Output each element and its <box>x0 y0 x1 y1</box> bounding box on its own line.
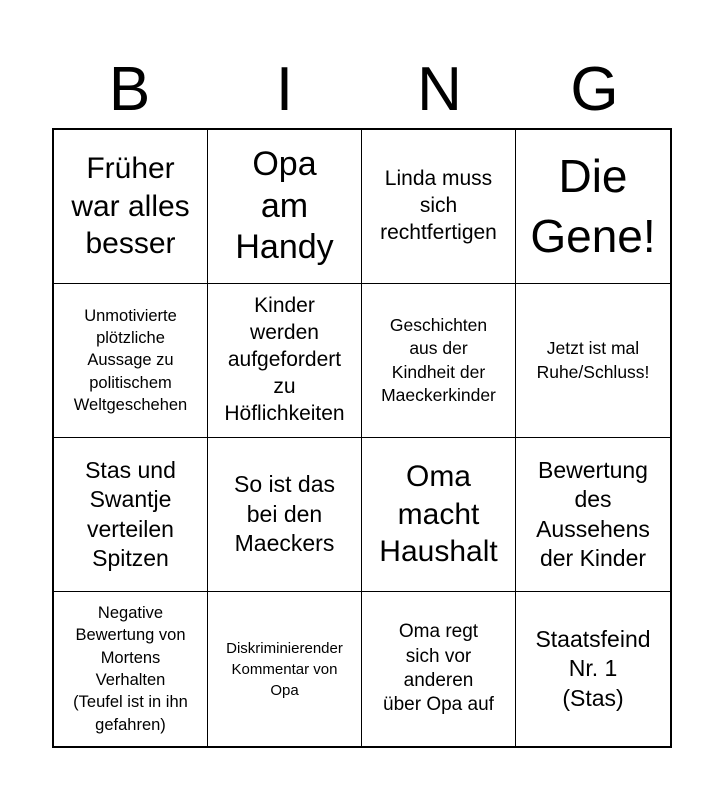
bingo-cell-r2c1[interactable] <box>54 284 208 438</box>
bingo-cell-text: Bewertung des Aussehens der Kinder <box>536 456 650 571</box>
bingo-cell-text: Unmotivierte plötzliche Aussage zu politischem Weltgeschehen <box>73 306 188 414</box>
bingo-cell-r1c2[interactable] <box>208 130 362 284</box>
bingo-cell-text: Diskriminierender Kommentar von Opa <box>226 639 343 699</box>
header-letter-n: N <box>417 55 462 124</box>
bingo-cell-r2c3[interactable] <box>362 284 516 438</box>
bingo-cell-text: Früher war alles besser <box>71 152 190 261</box>
bingo-cell-text: Opa am Handy <box>235 145 334 267</box>
header-letter-b: B <box>108 55 151 124</box>
bingo-cell-r4c3[interactable] <box>362 592 516 746</box>
bingo-cell-text: So ist das bei den Maeckers <box>234 471 335 557</box>
bingo-cell-r3c1[interactable] <box>54 438 208 592</box>
bingo-cell-text: Oma macht Haushalt <box>379 460 498 569</box>
bingo-cell-r3c3[interactable] <box>362 438 516 592</box>
bingo-cell-text: Geschichten aus der Kindheit der Maeckerkinder <box>381 315 496 405</box>
header-letter-i: I <box>275 55 294 124</box>
bingo-header <box>52 52 672 128</box>
bingo-cell-text: Linda muss sich rechtfertigen <box>380 167 497 244</box>
bingo-cell-r4c1[interactable] <box>54 592 208 746</box>
bingo-cell-text: Stas und Swantje verteilen Spitzen <box>85 456 176 571</box>
bingo-cell-r2c4[interactable] <box>516 284 670 438</box>
bingo-cell-text: Oma regt sich vor anderen über Opa auf <box>383 621 494 716</box>
bingo-cell-r1c1[interactable] <box>54 130 208 284</box>
bingo-cell-r3c2[interactable] <box>208 438 362 592</box>
bingo-grid <box>52 128 672 748</box>
bingo-cell-r2c2[interactable] <box>208 284 362 438</box>
bingo-cell-r1c4[interactable] <box>516 130 670 284</box>
bingo-cell-text: Jetzt ist mal Ruhe/Schluss! <box>536 338 650 382</box>
bingo-cell-r4c4[interactable] <box>516 592 670 746</box>
bingo-cell-text: Die Gene! <box>530 149 656 262</box>
bingo-cell-r4c2[interactable] <box>208 592 362 746</box>
bingo-cell-r3c4[interactable] <box>516 438 670 592</box>
bingo-cell-text: Kinder werden aufgefordert zu Höflichkeiten <box>224 294 345 425</box>
bingo-cell-r1c3[interactable] <box>362 130 516 284</box>
bingo-cell-text: Negative Bewertung von Mortens Verhalten (Teufel ist in ihn gefahren) <box>73 604 188 734</box>
header-letter-g: G <box>570 55 619 124</box>
bingo-cell-text: Staatsfeind Nr. 1 (Stas) <box>535 625 651 711</box>
